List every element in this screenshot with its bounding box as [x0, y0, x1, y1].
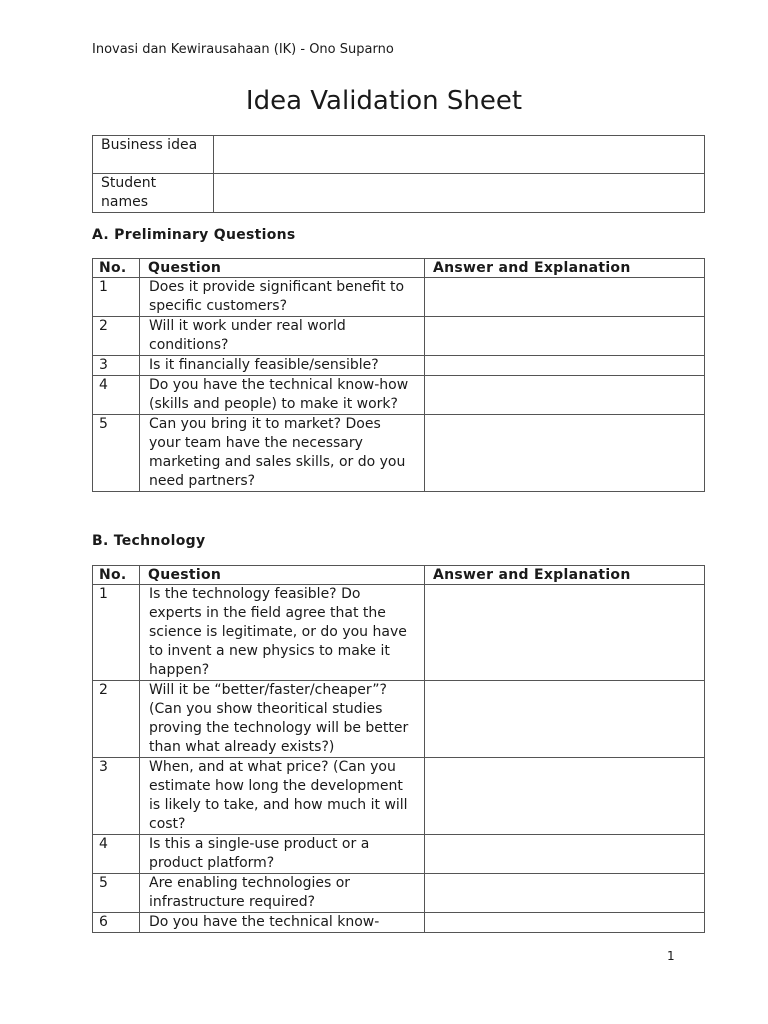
table-row	[93, 681, 705, 758]
answer-field[interactable]	[425, 681, 705, 758]
row-number: 5	[93, 415, 140, 492]
row-number: 2	[93, 681, 140, 758]
document-title: Idea Validation Sheet	[245, 86, 523, 116]
row-number: 1	[93, 585, 140, 681]
row-number: 2	[93, 317, 140, 356]
question-text: Is it financially feasible/sensible?	[140, 356, 425, 376]
question-text: Is this a single-use product or a product platform?	[140, 835, 425, 874]
column-header-no: No.	[93, 259, 140, 278]
table-row	[93, 317, 705, 356]
table-row	[93, 835, 705, 874]
column-header-question: Question	[140, 259, 425, 278]
row-number: 6	[93, 913, 140, 933]
info-label: Business idea	[93, 136, 214, 174]
table-row	[93, 913, 705, 933]
page-header: Inovasi dan Kewirausahaan (IK) - Ono Suparno	[92, 42, 394, 57]
info-row-business-idea	[93, 136, 705, 174]
row-number: 4	[93, 835, 140, 874]
section-a-heading: A. Preliminary Questions	[92, 227, 296, 243]
table-row	[93, 278, 705, 317]
answer-field[interactable]	[425, 415, 705, 492]
row-number: 3	[93, 758, 140, 835]
table-header-row	[93, 566, 705, 585]
table-row	[93, 415, 705, 492]
row-number: 1	[93, 278, 140, 317]
column-header-answer: Answer and Explanation	[425, 566, 705, 585]
info-label: Student names	[93, 174, 214, 213]
answer-field[interactable]	[425, 758, 705, 835]
table-row	[93, 585, 705, 681]
question-text: Do you have the technical know-how (skills and people) to make it work?	[140, 376, 425, 415]
answer-field[interactable]	[425, 317, 705, 356]
answer-field[interactable]	[425, 874, 705, 913]
answer-field[interactable]	[425, 356, 705, 376]
question-text: Do you have the technical know-	[140, 913, 425, 933]
question-text: Does it provide significant benefit to specific customers?	[140, 278, 425, 317]
question-text: When, and at what price? (Can you estimate how long the development is likely to take, and how much it will cost?	[140, 758, 425, 835]
info-value-field[interactable]	[214, 136, 705, 174]
answer-field[interactable]	[425, 376, 705, 415]
row-number: 4	[93, 376, 140, 415]
column-header-answer: Answer and Explanation	[425, 259, 705, 278]
row-number: 3	[93, 356, 140, 376]
answer-field[interactable]	[425, 835, 705, 874]
preliminary-questions-table	[92, 258, 705, 492]
answer-field[interactable]	[425, 585, 705, 681]
answer-field[interactable]	[425, 913, 705, 933]
info-value-field[interactable]	[214, 174, 705, 213]
section-b-heading: B. Technology	[92, 533, 206, 549]
table-row	[93, 874, 705, 913]
column-header-question: Question	[140, 566, 425, 585]
question-text: Will it be “better/faster/cheaper”? (Can you show theoritical studies proving the technology will be better than what already exists?)	[140, 681, 425, 758]
table-row	[93, 356, 705, 376]
technology-questions-table	[92, 565, 705, 933]
answer-field[interactable]	[425, 278, 705, 317]
column-header-no: No.	[93, 566, 140, 585]
question-text: Will it work under real world conditions?	[140, 317, 425, 356]
table-row	[93, 758, 705, 835]
info-row-student-names	[93, 174, 705, 213]
table-header-row	[93, 259, 705, 278]
row-number: 5	[93, 874, 140, 913]
question-text: Are enabling technologies or infrastructure required?	[140, 874, 425, 913]
page-number: 1	[667, 949, 675, 963]
question-text: Is the technology feasible? Do experts in the field agree that the science is legitimate, or do you have to invent a new physics to make it happen?	[140, 585, 425, 681]
info-table	[92, 135, 705, 213]
question-text: Can you bring it to market? Does your team have the necessary marketing and sales skills, or do you need partners?	[140, 415, 425, 492]
table-row	[93, 376, 705, 415]
